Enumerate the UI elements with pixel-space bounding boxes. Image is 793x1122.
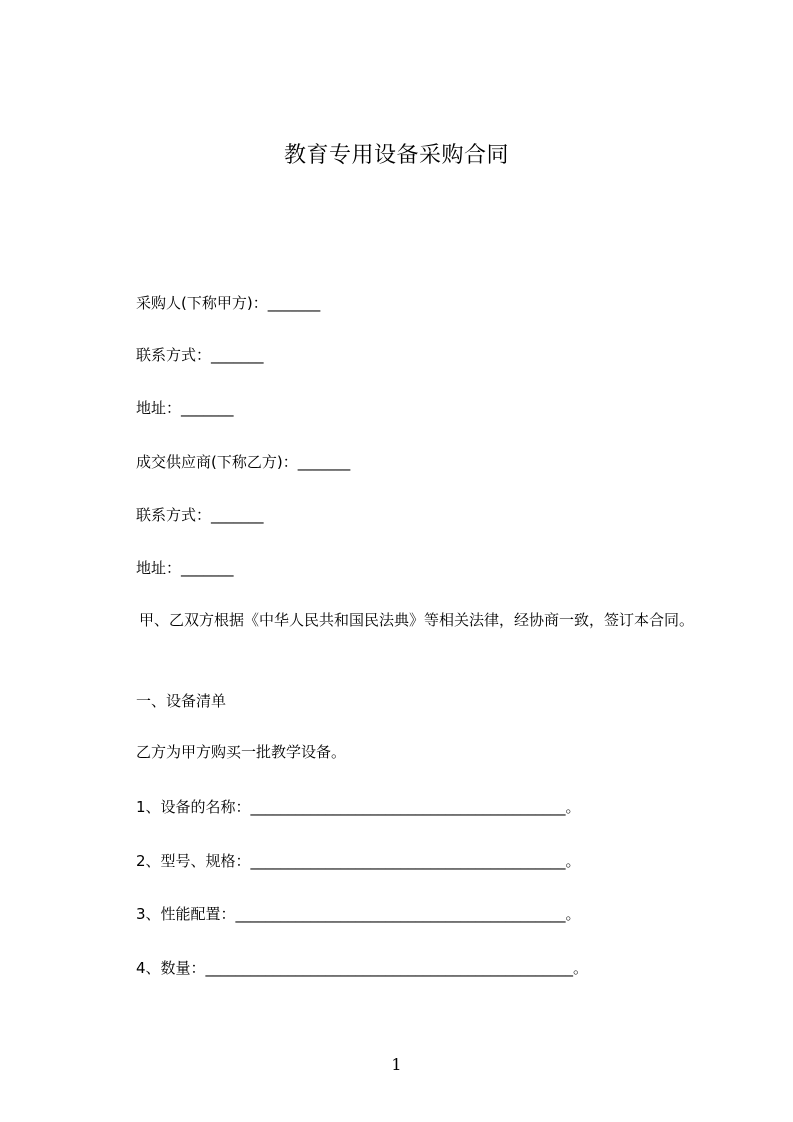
- buyer-line: 采购人(下称甲方)：_______: [136, 294, 321, 312]
- item-performance-config: 3、性能配置：____________________________________________。: [136, 905, 581, 923]
- supplier-line: 成交供应商(下称乙方)：_______: [136, 453, 351, 471]
- section1-text: 乙方为甲方购买一批教学设备。: [136, 743, 347, 761]
- buyer-address-line: 地址：_______: [136, 399, 234, 417]
- contract-title: 教育专用设备采购合同: [283, 143, 509, 168]
- section1-heading: 一、设备清单: [136, 692, 227, 710]
- page-number: 1: [391, 1055, 402, 1074]
- buyer-contact-line: 联系方式：_______: [136, 346, 264, 364]
- intro-paragraph: 甲、乙双方根据《中华人民共和国民法典》等相关法律，经协商一致，签订本合同。: [139, 611, 695, 629]
- item-model-spec: 2、型号、规格：__________________________________________。: [136, 852, 581, 870]
- item-equipment-name: 1、设备的名称：__________________________________________。: [136, 798, 581, 816]
- supplier-address-line: 地址：_______: [136, 559, 234, 577]
- item-quantity: 4、数量：_________________________________________________。: [136, 959, 589, 977]
- supplier-contact-line: 联系方式：_______: [136, 506, 264, 524]
